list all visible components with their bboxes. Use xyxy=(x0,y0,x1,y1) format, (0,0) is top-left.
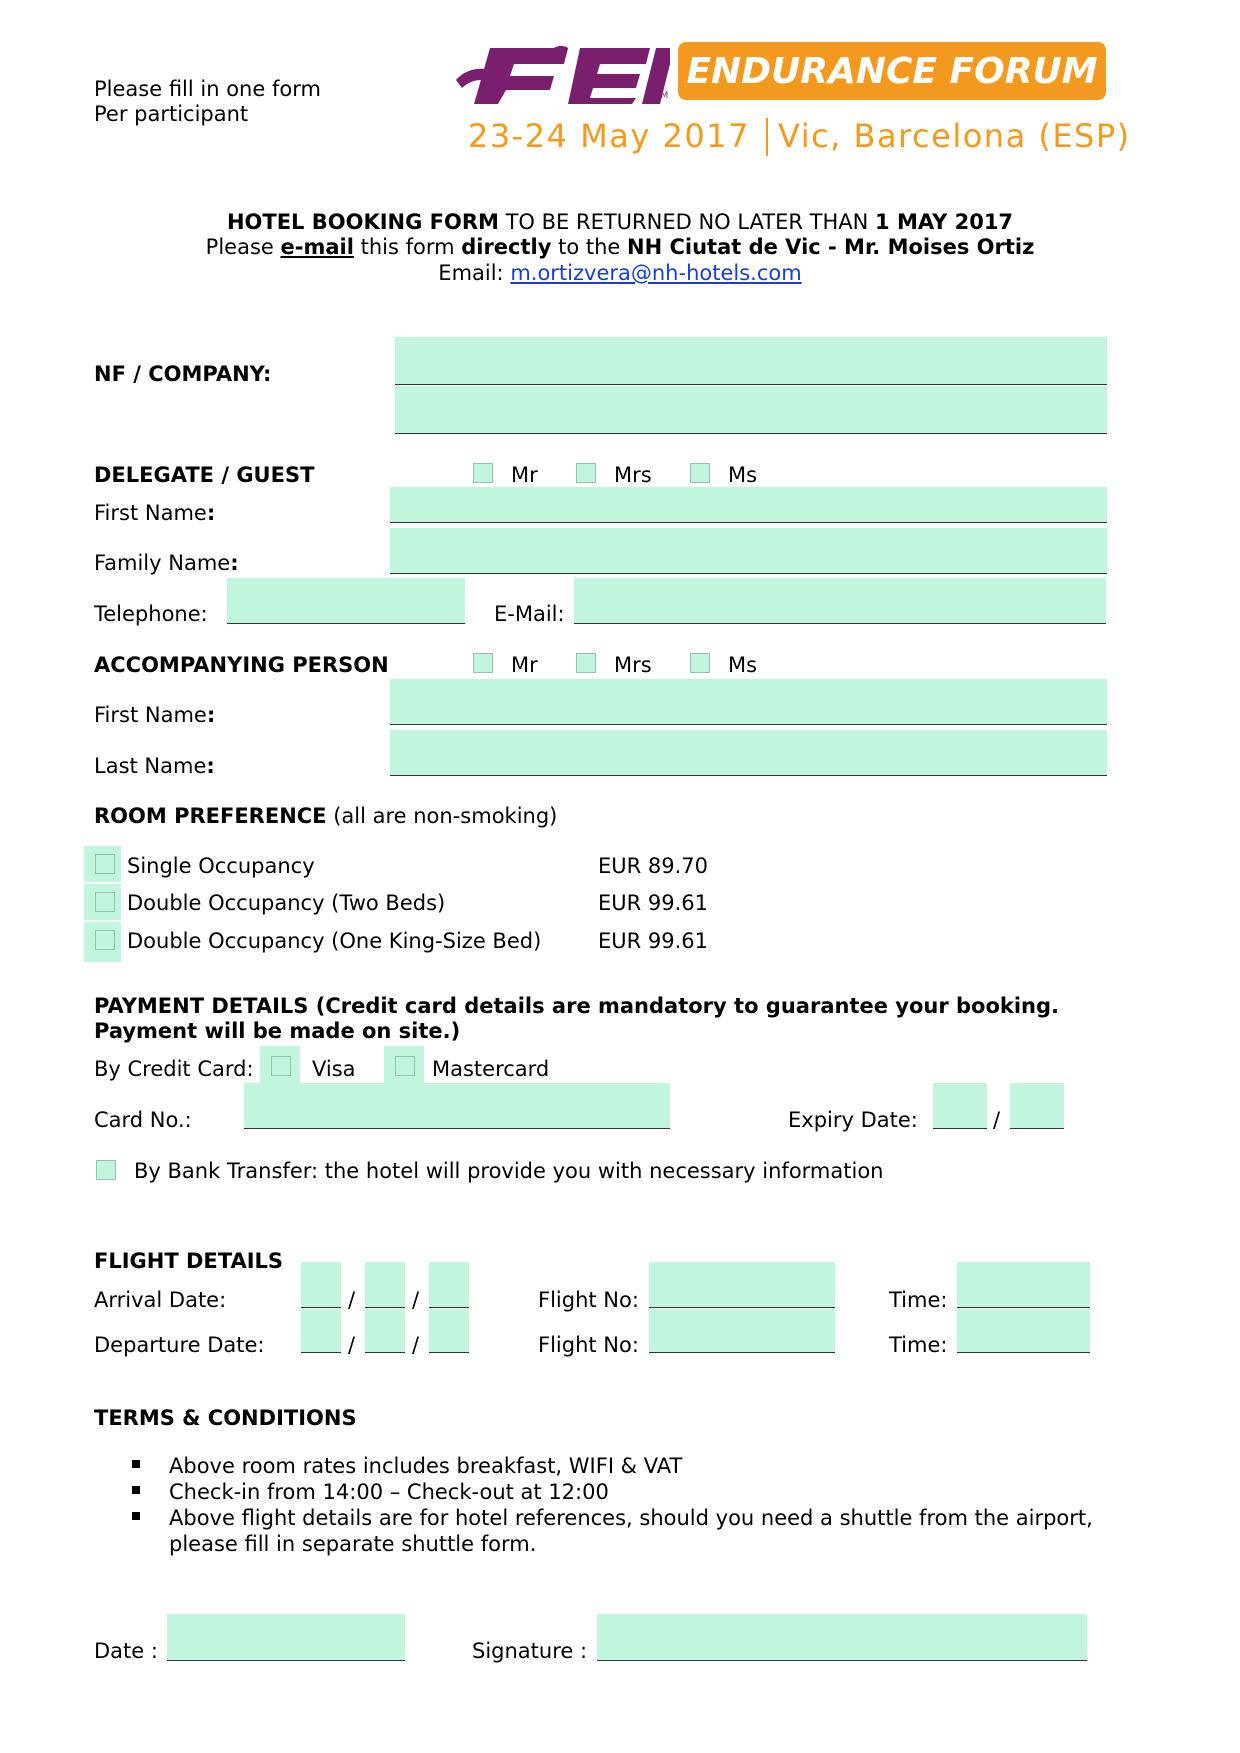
terms-item-3-continued: please fill in separate shuttle form. xyxy=(169,1532,537,1556)
accompanying-last-name-label: Last Name: xyxy=(94,754,215,778)
delegate-mrs-label: Mrs xyxy=(614,463,652,487)
delegate-heading: DELEGATE / GUEST xyxy=(94,463,315,487)
arrival-slash-2: / xyxy=(412,1288,420,1312)
departure-time-input[interactable] xyxy=(957,1309,1090,1353)
hotel-email-link[interactable]: m.ortizvera@nh-hotels.com xyxy=(510,261,802,285)
room-heading: ROOM PREFERENCE (all are non-smoking) xyxy=(94,804,558,828)
accompanying-mr-checkbox[interactable] xyxy=(473,653,493,673)
accompanying-last-name-input[interactable] xyxy=(390,730,1107,776)
accompanying-first-name-input[interactable] xyxy=(390,679,1107,725)
event-dates: 23-24 May 2017 xyxy=(468,117,750,155)
bank-transfer-label: By Bank Transfer: the hotel will provide you with necessary information xyxy=(134,1159,884,1183)
departure-slash-2: / xyxy=(412,1333,420,1357)
expiry-slash: / xyxy=(993,1108,1001,1132)
departure-month-input[interactable] xyxy=(365,1309,405,1353)
delegate-ms-label: Ms xyxy=(728,463,758,487)
signature-label: Signature : xyxy=(472,1639,588,1663)
arrival-day-input[interactable] xyxy=(301,1262,341,1308)
arrival-date-label: Arrival Date: xyxy=(94,1288,227,1312)
visa-checkbox[interactable] xyxy=(260,1046,300,1086)
departure-flight-no-input[interactable] xyxy=(649,1309,835,1353)
accompanying-heading: ACCOMPANYING PERSON xyxy=(94,653,389,677)
accompanying-ms-label: Ms xyxy=(728,653,758,677)
mastercard-checkbox[interactable] xyxy=(384,1046,424,1086)
intro-line-2: Per participant xyxy=(94,102,249,126)
arrival-year-input[interactable] xyxy=(429,1262,469,1308)
terms-item-3: Above flight details are for hotel references, should you need a shuttle from the airport, xyxy=(169,1506,1093,1530)
departure-year-input[interactable] xyxy=(429,1309,469,1353)
expiry-year-input[interactable] xyxy=(1010,1083,1064,1129)
departure-date-label: Departure Date: xyxy=(94,1333,265,1357)
card-number-input[interactable] xyxy=(244,1083,670,1129)
email-input[interactable] xyxy=(574,578,1106,624)
departure-flight-no-label: Flight No: xyxy=(538,1333,639,1357)
payment-heading-line-2: Payment will be made on site.) xyxy=(94,1019,461,1043)
room-double-twin-checkbox[interactable] xyxy=(84,884,121,920)
arrival-time-input[interactable] xyxy=(957,1262,1090,1308)
email-label: E-Mail: xyxy=(494,602,565,626)
terms-item-2: Check-in from 14:00 – Check-out at 12:00 xyxy=(169,1480,609,1504)
room-double-twin-price: EUR 99.61 xyxy=(598,891,709,915)
room-single-price: EUR 89.70 xyxy=(598,854,709,878)
departure-slash-1: / xyxy=(348,1333,356,1357)
room-double-king-checkbox[interactable] xyxy=(84,922,121,962)
departure-day-input[interactable] xyxy=(301,1309,341,1353)
header-line-3: Email: m.ortizvera@nh-hotels.com xyxy=(438,261,802,285)
delegate-mr-checkbox[interactable] xyxy=(473,463,493,483)
terms-heading: TERMS & CONDITIONS xyxy=(94,1406,357,1430)
date-label: Date : xyxy=(94,1639,158,1663)
visa-label: Visa xyxy=(312,1057,356,1081)
trademark-mark: TM xyxy=(655,91,669,101)
room-double-king-price: EUR 99.61 xyxy=(598,929,709,953)
departure-time-label: Time: xyxy=(889,1333,948,1357)
flight-heading: FLIGHT DETAILS xyxy=(94,1249,284,1273)
expiry-month-input[interactable] xyxy=(933,1083,987,1129)
delegate-mrs-checkbox[interactable] xyxy=(576,463,596,483)
room-single-label: Single Occupancy xyxy=(127,854,315,878)
delegate-first-name-label: First Name: xyxy=(94,501,216,525)
arrival-month-input[interactable] xyxy=(365,1262,405,1308)
arrival-flight-no-label: Flight No: xyxy=(538,1288,639,1312)
room-double-twin-label: Double Occupancy (Two Beds) xyxy=(127,891,446,915)
delegate-ms-checkbox[interactable] xyxy=(690,463,710,483)
event-location: Vic, Barcelona (ESP) xyxy=(778,117,1131,155)
company-input-2[interactable] xyxy=(395,386,1107,434)
telephone-input[interactable] xyxy=(227,578,465,624)
bullet-1 xyxy=(132,1460,140,1468)
arrival-flight-no-input[interactable] xyxy=(649,1262,835,1308)
delegate-family-name-input[interactable] xyxy=(390,528,1107,574)
bullet-2 xyxy=(132,1486,140,1494)
header-line-2: Please e-mail this form directly to the NH Ciutat de Vic - Mr. Moises Ortiz xyxy=(205,235,1035,259)
intro-line-1: Please fill in one form xyxy=(94,77,321,101)
date-input[interactable] xyxy=(167,1614,405,1661)
telephone-label: Telephone: xyxy=(94,602,208,626)
delegate-mr-label: Mr xyxy=(511,463,538,487)
payment-heading-line-1: PAYMENT DETAILS (Credit card details are mandatory to guarantee your booking. xyxy=(94,994,1060,1018)
accompanying-mr-label: Mr xyxy=(511,653,538,677)
accompanying-first-name-label: First Name: xyxy=(94,703,216,727)
mastercard-label: Mastercard xyxy=(432,1057,550,1081)
delegate-first-name-input[interactable] xyxy=(390,487,1107,523)
arrival-time-label: Time: xyxy=(889,1288,948,1312)
expiry-date-label: Expiry Date: xyxy=(788,1108,918,1132)
company-input-1[interactable] xyxy=(395,337,1107,385)
accompanying-mrs-label: Mrs xyxy=(614,653,652,677)
terms-item-1: Above room rates includes breakfast, WIFI & VAT xyxy=(169,1454,683,1478)
header-line-1: HOTEL BOOKING FORM TO BE RETURNED NO LATER THAN 1 MAY 2017 xyxy=(226,210,1014,234)
bullet-3 xyxy=(132,1512,140,1520)
delegate-family-name-label: Family Name: xyxy=(94,551,239,575)
signature-input[interactable] xyxy=(597,1614,1087,1661)
logo-divider xyxy=(766,118,768,156)
banner xyxy=(678,42,1106,100)
room-double-king-label: Double Occupancy (One King-Size Bed) xyxy=(127,929,542,953)
arrival-slash-1: / xyxy=(348,1288,356,1312)
accompanying-ms-checkbox[interactable] xyxy=(690,653,710,673)
room-single-checkbox[interactable] xyxy=(84,846,121,882)
banner-text: ENDURANCE FORUM xyxy=(686,51,1098,92)
card-number-label: Card No.: xyxy=(94,1108,192,1132)
fei-logo-icon xyxy=(450,42,670,112)
event-logo xyxy=(450,40,1131,160)
bank-transfer-checkbox[interactable] xyxy=(96,1160,116,1180)
accompanying-mrs-checkbox[interactable] xyxy=(576,653,596,673)
company-label: NF / COMPANY: xyxy=(94,362,272,386)
credit-card-label: By Credit Card: xyxy=(94,1057,254,1081)
